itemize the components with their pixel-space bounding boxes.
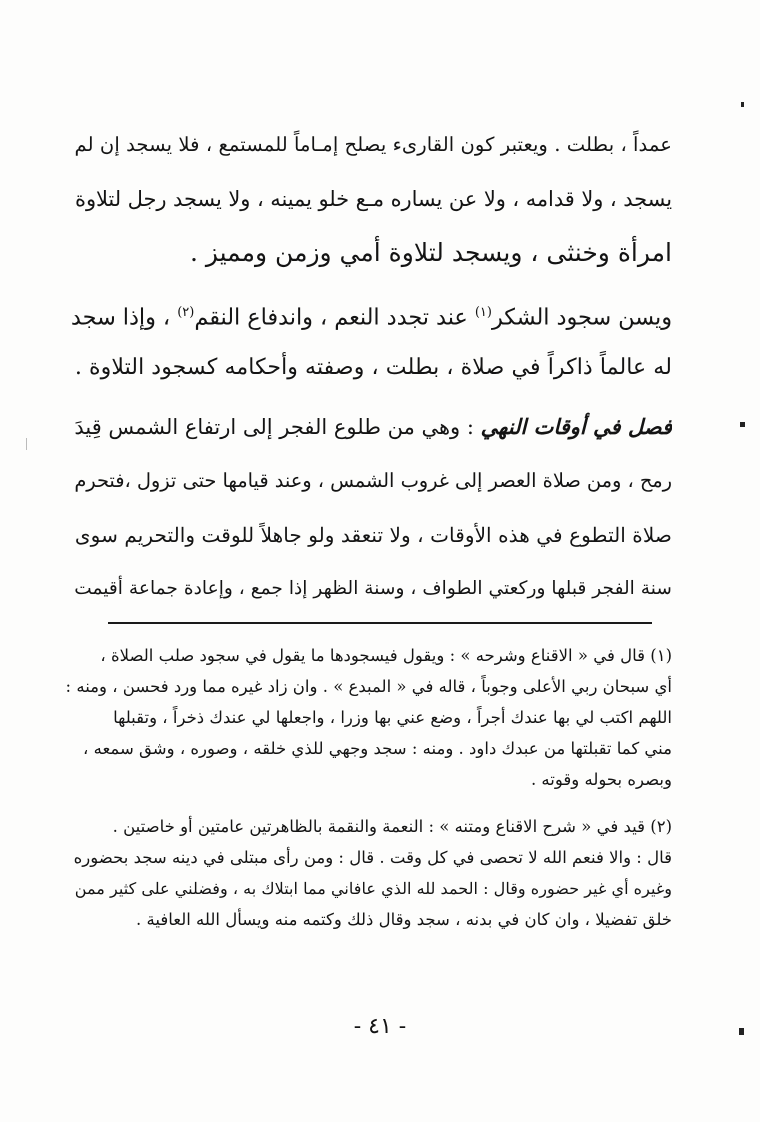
text-span: ، وإذا سجد xyxy=(70,304,178,331)
footnote-line: وبصره بحوله وقوته . xyxy=(530,770,672,789)
text-line: عمداً ، بطلت . ويعتبر كون القارىء يصلح إمـاماً للمستمع ، فلا يسجد إن لم xyxy=(74,133,672,156)
text-line: سنة الفجر قبلها وركعتي الطواف ، وسنة الظهر إذا جمع ، وإعادة جماعة أقيمت xyxy=(74,578,672,599)
scan-mark xyxy=(740,422,745,427)
text-line xyxy=(62,400,672,454)
footnote-separator xyxy=(108,622,652,624)
footnote-ref-1: (١) xyxy=(474,305,492,320)
footnote-gap xyxy=(62,795,672,811)
scan-mark xyxy=(26,438,27,450)
footnote-line: (٢) قيد في « شرح الاقناع ومتنه » : النعمة والنقمة بالظاهرتين عامتين أو خاصتين . xyxy=(112,817,672,836)
scan-mark xyxy=(741,102,744,107)
footnote-line: أي سبحان ربي الأعلى وجوباً ، قاله في « المبدع » . وان زاد غيره مما ورد فحسن ، ومنه : xyxy=(65,677,672,696)
footnote-line: خلق تفضيلا ، وان كان في بدنه ، سجد وقال ذلك وكتمه منه ويسأل الله العافية . xyxy=(136,910,672,929)
text-line: صلاة التطوع في هذه الأوقات ، ولا تنعقد ولو جاهلاً للوقت والتحريم سوى xyxy=(74,523,672,547)
page-number: - ٤١ - xyxy=(353,1014,407,1039)
text-span: عند تجدد النعم ، واندفاع النقم xyxy=(194,304,475,331)
footnotes xyxy=(62,640,672,935)
footnote-line: (١) قال في « الاقناع وشرحه » : ويقول فيسجودها ما يقول في سجود صلب الصلاة ، xyxy=(100,646,672,665)
text-line: امرأة وخنثى ، ويسجد لتلاوة أمي وزمن ومميز . xyxy=(189,238,672,267)
footnote-line: قال : والا فنعم الله لا تحصى في كل وقت . قال : ومن رأى مبتلى في دينه سجد بحضوره xyxy=(73,848,672,867)
text-span: : وهي من طلوع الفجر إلى ارتفاع الشمس قِيدَ xyxy=(74,415,481,439)
text-line xyxy=(62,286,672,340)
footnote-ref-2: (٢) xyxy=(177,305,195,320)
main-text xyxy=(62,118,672,616)
footnote-line: مني كما تقبلتها من عبدك داود . ومنه : سجد وجهي للذي خلقه ، وصوره ، وشق سمعه ، xyxy=(83,739,672,758)
footnote-line: اللهم اكتب لي بها عندك أجراً ، وضع عني بها وزرا ، واجعلها لي عندك ذخراً ، وتقبلها xyxy=(113,708,672,727)
section-heading: فصل في أوقات النهي xyxy=(480,414,672,439)
text-line: يسجد ، ولا قدامه ، ولا عن يساره مـع خلو يمينه ، ولا يسجد رجل لتلاوة xyxy=(75,187,672,211)
text-span: ويسن سجود الشكر xyxy=(491,304,672,331)
footnote-line: وغيره أي غير حضوره وقال : الحمد لله الذي عافاني مما ابتلاك به ، وفضلني على كثير ممن xyxy=(74,879,672,898)
text-line: له عالماً ذاكراً في صلاة ، بطلت ، وصفته وأحكامه كسجود التلاوة . xyxy=(74,354,672,380)
text-line: رمح ، ومن صلاة العصر إلى غروب الشمس ، وعند قيامها حتى تزول ،فتحرم xyxy=(74,469,672,492)
scan-mark xyxy=(739,1028,744,1035)
